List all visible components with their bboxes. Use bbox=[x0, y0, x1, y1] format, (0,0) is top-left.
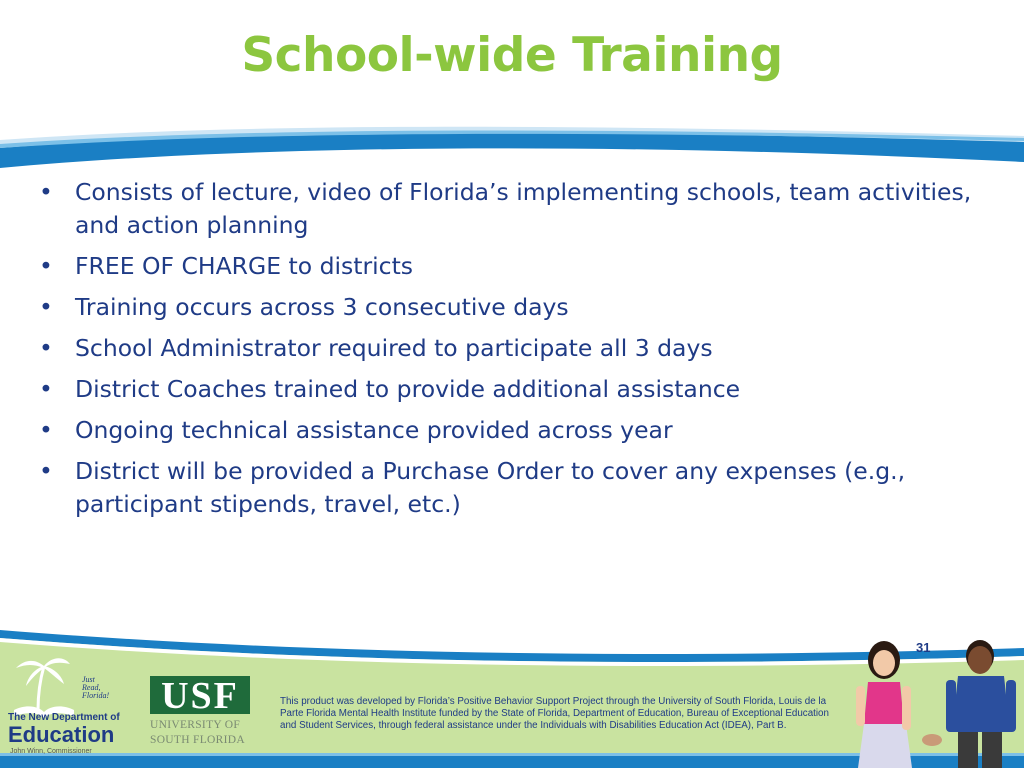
children-photo bbox=[840, 636, 1024, 768]
header-wave-divider bbox=[0, 122, 1024, 170]
bullet-item bbox=[35, 373, 985, 406]
bullet-text: District will be provided a Purchase Order to cover any expenses (e.g., participant stipends, travel, etc.) bbox=[75, 457, 906, 518]
bullet-text: FREE OF CHARGE to districts bbox=[75, 252, 414, 280]
usf-logo-mark: USF bbox=[150, 676, 250, 714]
page-number: 31 bbox=[916, 640, 931, 655]
bullet-text: School Administrator required to participate all 3 days bbox=[75, 334, 713, 362]
just-read-tagline bbox=[82, 676, 109, 700]
bullet-glyph: • bbox=[39, 457, 53, 485]
bullet-text: District Coaches trained to provide additional assistance bbox=[75, 375, 741, 403]
bullet-list bbox=[35, 176, 985, 529]
funding-credit: This product was developed by Florida’s Positive Behavior Support Project through the University of South Florida, Louis de la Parte Florida Mental Health Institute funded by the State of Florida, Department of Education, Bureau of Exceptional Education and Student Services, through federal assistance under the Individuals with Disabilities Education Act (IDEA), Part B. bbox=[280, 696, 829, 731]
tagline-line: Florida! bbox=[82, 691, 110, 700]
doe-logo-commissioner: John Winn, Commissioner bbox=[10, 748, 92, 755]
bullet-item bbox=[35, 455, 985, 521]
bullet-text: Consists of lecture, video of Florida’s implementing schools, team activities, and action planning bbox=[75, 178, 972, 239]
bullet-item bbox=[35, 250, 985, 283]
bullet-item bbox=[35, 332, 985, 365]
palm-tree-icon bbox=[16, 658, 70, 710]
tagline-line: Just bbox=[82, 675, 95, 684]
bullet-glyph: • bbox=[39, 334, 53, 362]
usf-logo-line2: SOUTH FLORIDA bbox=[150, 734, 245, 746]
doe-logo-wordmark: Education bbox=[8, 722, 115, 747]
bullet-text: Training occurs across 3 consecutive days bbox=[75, 293, 569, 321]
bullet-item bbox=[35, 291, 985, 324]
slide-title: School-wide Training bbox=[241, 28, 783, 83]
bullet-item bbox=[35, 176, 985, 242]
bullet-text: Ongoing technical assistance provided across year bbox=[75, 416, 673, 444]
usf-logo-line1: UNIVERSITY OF bbox=[150, 719, 241, 731]
bullet-glyph: • bbox=[39, 375, 53, 403]
bullet-item bbox=[35, 414, 985, 447]
bullet-glyph: • bbox=[39, 178, 53, 206]
bullet-glyph: • bbox=[39, 416, 53, 444]
girl-figure bbox=[856, 641, 912, 768]
boy-figure bbox=[922, 640, 1016, 768]
bullet-glyph: • bbox=[39, 252, 53, 280]
doe-logo-line1: The New Department of bbox=[8, 712, 120, 723]
bullet-glyph: • bbox=[39, 293, 53, 321]
tagline-line: Read, bbox=[82, 683, 101, 692]
